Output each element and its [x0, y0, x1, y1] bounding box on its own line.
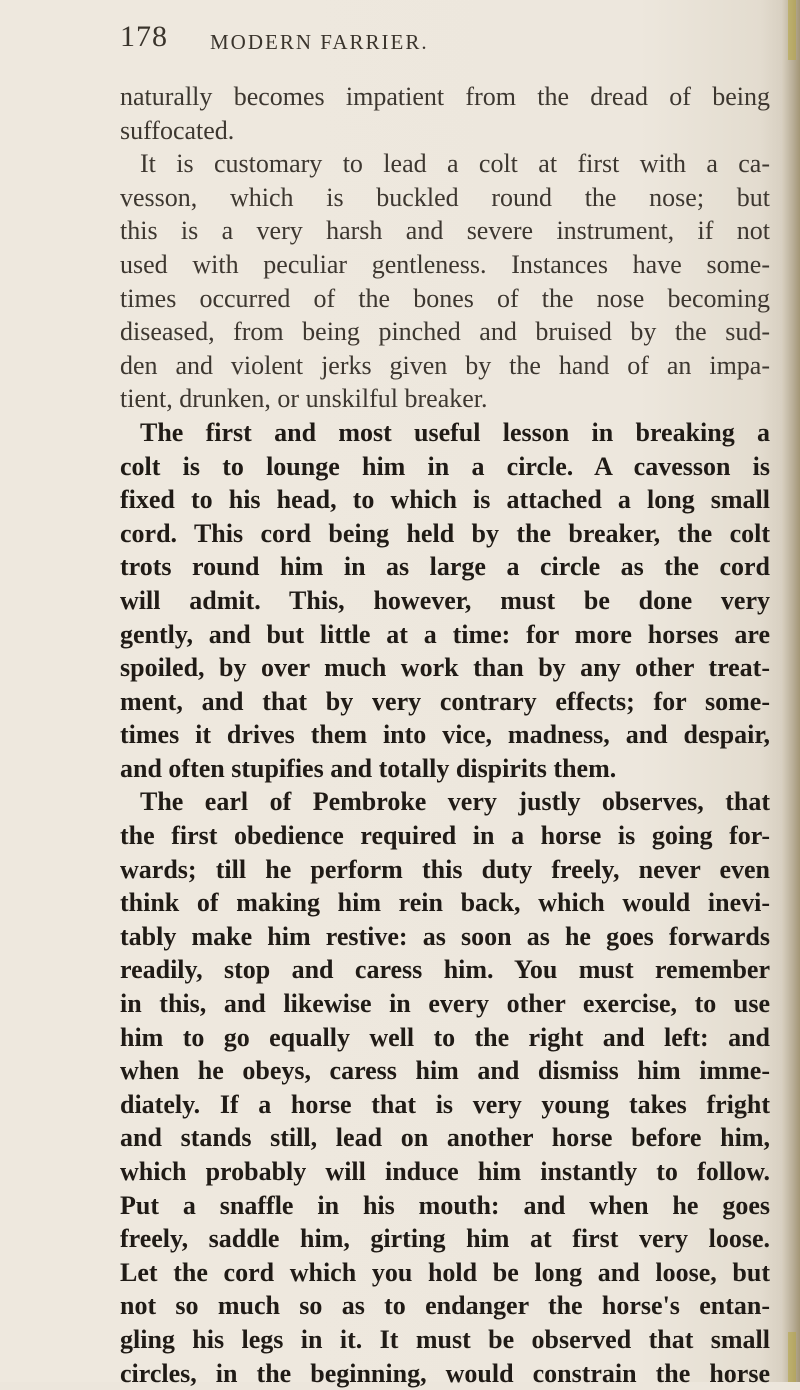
text-line: tient, drunken, or unskilful breaker. [120, 384, 488, 414]
text-line: tably make him restive: as soon as he goes forwards [120, 921, 770, 951]
running-head: MODERN FARRIER. [210, 30, 429, 54]
text-line: suffocated. [120, 115, 235, 145]
text-line: and stands still, lead on another horse before him, [120, 1123, 770, 1153]
text-line: gling his legs in it. It must be observed that small [120, 1324, 770, 1354]
text-line: vesson, which is buckled round the nose; but [120, 182, 770, 212]
page-gutter-edge [782, 0, 800, 1382]
text-line: him to go equally well to the right and left: and [120, 1022, 770, 1052]
text-line: diately. If a horse that is very young takes fright [120, 1089, 770, 1119]
text-line: when he obeys, caress him and dismiss him imme- [120, 1056, 770, 1086]
text-line: The earl of Pembroke very justly observes, that [140, 787, 770, 817]
text-line: spoiled, by over much work than by any other treat- [120, 653, 770, 683]
text-line: It is customary to lead a colt at first with a ca- [140, 149, 770, 179]
body-text [120, 80, 770, 1390]
text-line: The first and most useful lesson in breaking a [140, 417, 770, 447]
text-line: and often stupifies and totally dispirits them. [120, 753, 617, 783]
text-line: think of making him rein back, which would inevi- [120, 888, 770, 918]
text-line: freely, saddle him, girting him at first very loose. [120, 1224, 770, 1254]
text-line: circles, in the beginning, would constrain the horse [120, 1358, 770, 1388]
page-number: 178 [120, 20, 168, 53]
text-line: times it drives them into vice, madness, and despair, [120, 720, 770, 750]
text-line: will admit. This, however, must be done very [120, 585, 770, 615]
text-line: naturally becomes impatient from the dread of being [120, 82, 770, 111]
text-line: Let the cord which you hold be long and loose, but [120, 1257, 770, 1287]
text-line: this is a very harsh and severe instrument, if not [120, 216, 770, 246]
text-line: den and violent jerks given by the hand of an impa- [120, 350, 770, 380]
text-line: not so much so as to endanger the horse's entan- [120, 1291, 770, 1321]
gutter-mark-bottom [788, 1332, 796, 1382]
text-line: colt is to lounge him in a circle. A cavesson is [120, 451, 770, 481]
text-line: trots round him in as large a circle as the cord [120, 552, 770, 582]
page-header [120, 20, 760, 60]
text-line: ment, and that by very contrary effects; for some- [120, 686, 770, 716]
gutter-mark-top [788, 0, 796, 60]
text-line: in this, and likewise in every other exercise, to use [120, 989, 770, 1019]
text-line: diseased, from being pinched and bruised by the sud- [120, 317, 770, 347]
text-line: the first obedience required in a horse is going for- [120, 821, 770, 851]
text-line: which probably will induce him instantly to follow. [120, 1157, 770, 1186]
text-line: cord. This cord being held by the breaker, the colt [120, 518, 770, 548]
text-line: used with peculiar gentleness. Instances have some- [120, 249, 770, 279]
text-line: fixed to his head, to which is attached a long small [120, 485, 770, 515]
text-line: gently, and but little at a time: for more horses are [120, 619, 770, 649]
text-line: wards; till he perform this duty freely, never even [120, 854, 770, 884]
text-line: Put a snaffle in his mouth: and when he goes [120, 1190, 770, 1220]
text-line: times occurred of the bones of the nose becoming [120, 283, 770, 313]
text-line: readily, stop and caress him. You must remember [120, 955, 770, 985]
